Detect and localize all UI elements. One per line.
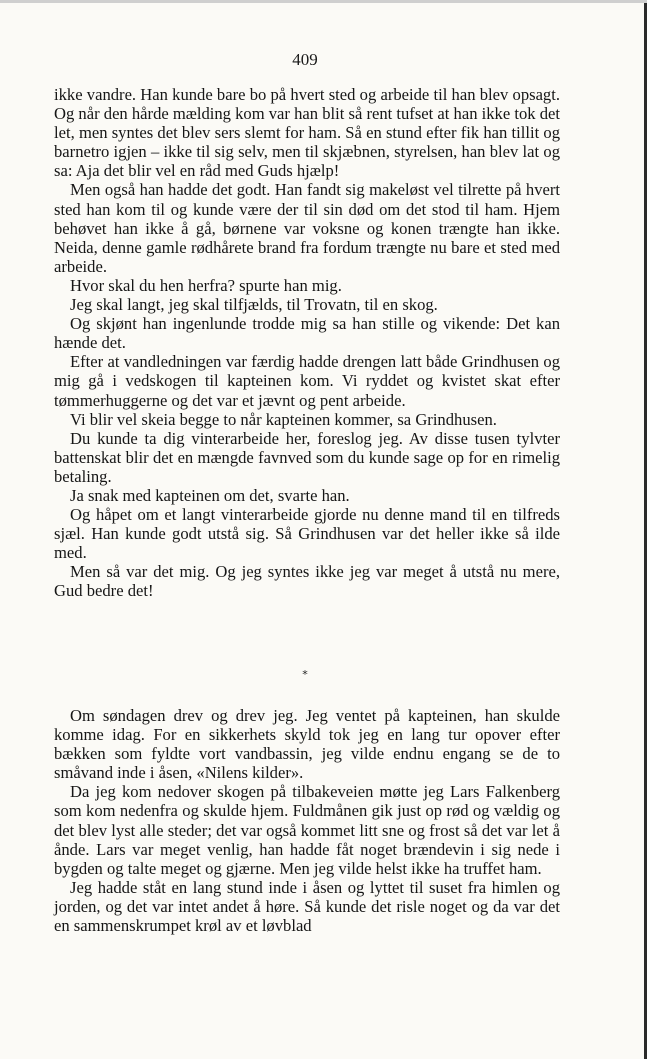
- paragraph: Hvor skal du hen herfra? spurte han mig.: [70, 275, 342, 295]
- paragraph: Jeg skal langt, jeg skal tilfjælds, til Trovatn, til en skog.: [70, 295, 438, 315]
- paragraph: Om søndagen drev og drev jeg. Jeg ventet på kapteinen, han skulde komme idag. For en sikkerhets skyld tok jeg en lang tur opover efter bækken som fyldte vort vandbassin, jeg vilde endnu engang se de to småvand inde i åsen, «Nilens kilder».: [54, 706, 560, 783]
- paragraph: Du kunde ta dig vinterarbeide her, foreslog jeg. Av disse tusen tylvter battenskat blir det en mængde favnved som du kunde sage op for en rimelig betaling.: [54, 428, 560, 486]
- paragraph: Ja snak med kapteinen om det, svarte han.: [70, 485, 350, 505]
- paragraph: Da jeg kom nedover skogen på tilbakeveien møtte jeg Lars Falkenberg som kom nedenfra og skulde hjem. Fuldmånen gik just op rød og vældig og det blev lyst alle steder; det var også kommet litt sne og frost så det var let å ånde. Lars var meget venlig, han hadde fåt noget brændevin i sig nede i bygden og talte meget og gjærne. Men jeg vilde helst ikke ha truffet ham.: [54, 782, 560, 878]
- paragraph: Men så var det mig. Og jeg syntes ikke jeg var meget å utstå nu mere, Gud bedre det!: [54, 562, 560, 601]
- paragraph: Efter at vandledningen var færdig hadde drengen latt både Grindhusen og mig gå i vedskogen til kapteinen kom. Vi ryddet og kvistet skat efter tømmerhuggerne og det var et jævnt og pent arbeide.: [54, 352, 560, 410]
- section-break-asterisk: *: [302, 668, 308, 681]
- paragraph: Men også han hadde det godt. Han fandt sig makeløst vel tilrette på hvert sted han kom til og kunde være der til sin død om det stod til ham. Hjem behøvet han ikke å gå, børnene var voksne og konen trængte han ikke. Neida, denne gamle rødhårete brand fra fordum trængte nu bare et sted med arbeide.: [54, 180, 560, 276]
- paragraph: Og skjønt han ingenlunde trodde mig sa han stille og vikende: Det kan hænde det.: [54, 314, 560, 353]
- paragraph: ikke vandre. Han kunde bare bo på hvert sted og arbeide til han blev opsagt. Og når den hårde mælding kom var han blit så rent tufset at han ikke tok det let, men syntes det blev sers slemt for ham. Så en stund efter fik han tillit og barnetro igjen – ikke til sig selv, men til skjæbnen, styrelsen, han blev lat og sa: Aja det blir vel en råd med Guds hjælp!: [54, 85, 560, 181]
- text-block-after-break: [54, 706, 560, 935]
- paragraph: Vi blir vel skeia begge to når kapteinen kommer, sa Grindhusen.: [70, 409, 497, 429]
- page-top-edge: [0, 0, 647, 3]
- page-number: 409: [292, 50, 318, 69]
- text-block-before-break: [54, 85, 560, 601]
- paragraph: Jeg hadde ståt en lang stund inde i åsen og lyttet til suset fra himlen og jorden, og det var intet andet å høre. Så kunde det risle noget og da var det en sammenskrumpet krøl av et løvblad: [54, 877, 560, 936]
- paragraph: Og håpet om et langt vinterarbeide gjorde nu denne mand til en tilfreds sjæl. Han kunde godt utstå sig. Så Grindhusen var det heller ikke så ilde med.: [54, 505, 560, 563]
